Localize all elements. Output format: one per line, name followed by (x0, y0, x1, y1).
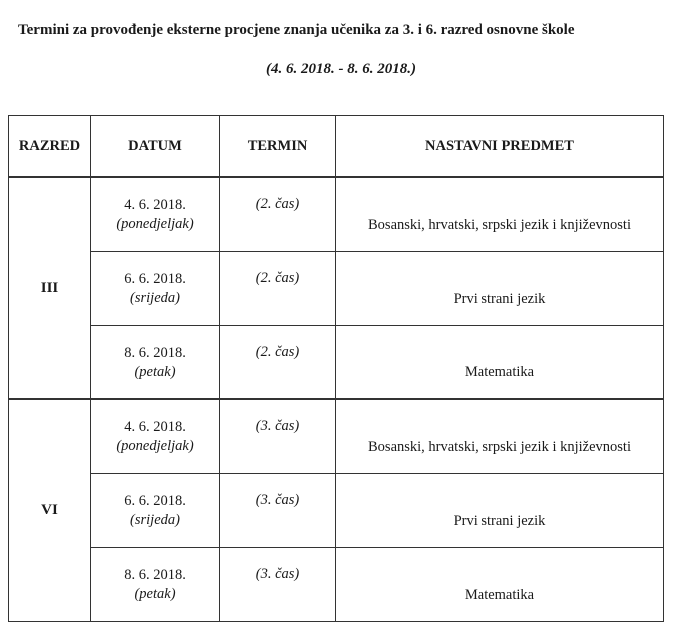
table-row (9, 325, 664, 399)
header-razred: RAZRED (9, 116, 91, 178)
predmet-cell: Matematika (336, 547, 664, 621)
datum-cell (91, 177, 220, 251)
date-text: 8. 6. 2018. (124, 566, 186, 583)
date-text: 6. 6. 2018. (124, 492, 186, 509)
header-predmet: NASTAVNI PREDMET (336, 116, 664, 178)
predmet-cell: Matematika (336, 325, 664, 399)
table-row (9, 251, 664, 325)
razred-cell: VI (9, 399, 91, 621)
day-text: (petak) (134, 363, 176, 380)
date-text: 6. 6. 2018. (124, 270, 186, 287)
datum-cell (91, 547, 220, 621)
group-razred-vi (9, 399, 664, 621)
day-text: (ponedjeljak) (116, 438, 194, 454)
table-row (9, 399, 664, 473)
termin-cell: (3. čas) (220, 547, 336, 621)
table-row (9, 547, 664, 621)
header-row (9, 116, 664, 178)
table-row (9, 473, 664, 547)
termin-cell: (2. čas) (220, 251, 336, 325)
day-text: (petak) (134, 585, 176, 602)
header-termin: TERMIN (220, 116, 336, 178)
date-text: 4. 6. 2018. (124, 197, 186, 213)
datum-cell (91, 473, 220, 547)
header-datum: DATUM (91, 116, 220, 178)
predmet-cell: Bosanski, hrvatski, srpski jezik i književnosti (336, 399, 664, 473)
termin-cell: (3. čas) (220, 399, 336, 473)
termin-cell: (2. čas) (220, 177, 336, 251)
date-text: 4. 6. 2018. (124, 419, 186, 435)
group-razred-iii (9, 177, 664, 399)
datum-cell (91, 399, 220, 473)
predmet-cell: Prvi strani jezik (336, 251, 664, 325)
predmet-cell: Bosanski, hrvatski, srpski jezik i književnosti (336, 177, 664, 251)
razred-cell: III (9, 177, 91, 399)
table-header (9, 116, 664, 178)
date-text: 8. 6. 2018. (124, 344, 186, 361)
date-range-subtitle: (4. 6. 2018. - 8. 6. 2018.) (266, 61, 416, 77)
datum-cell (91, 251, 220, 325)
day-text: (srijeda) (130, 289, 180, 306)
termin-cell: (2. čas) (220, 325, 336, 399)
termin-cell: (3. čas) (220, 473, 336, 547)
day-text: (ponedjeljak) (116, 216, 194, 232)
document-title: Termini za provođenje eksterne procjene znanja učenika za 3. i 6. razred osnovne škole (18, 22, 575, 38)
table-row (9, 177, 664, 251)
datum-cell (91, 325, 220, 399)
predmet-cell: Prvi strani jezik (336, 473, 664, 547)
schedule-table (8, 115, 664, 622)
day-text: (srijeda) (130, 511, 180, 528)
